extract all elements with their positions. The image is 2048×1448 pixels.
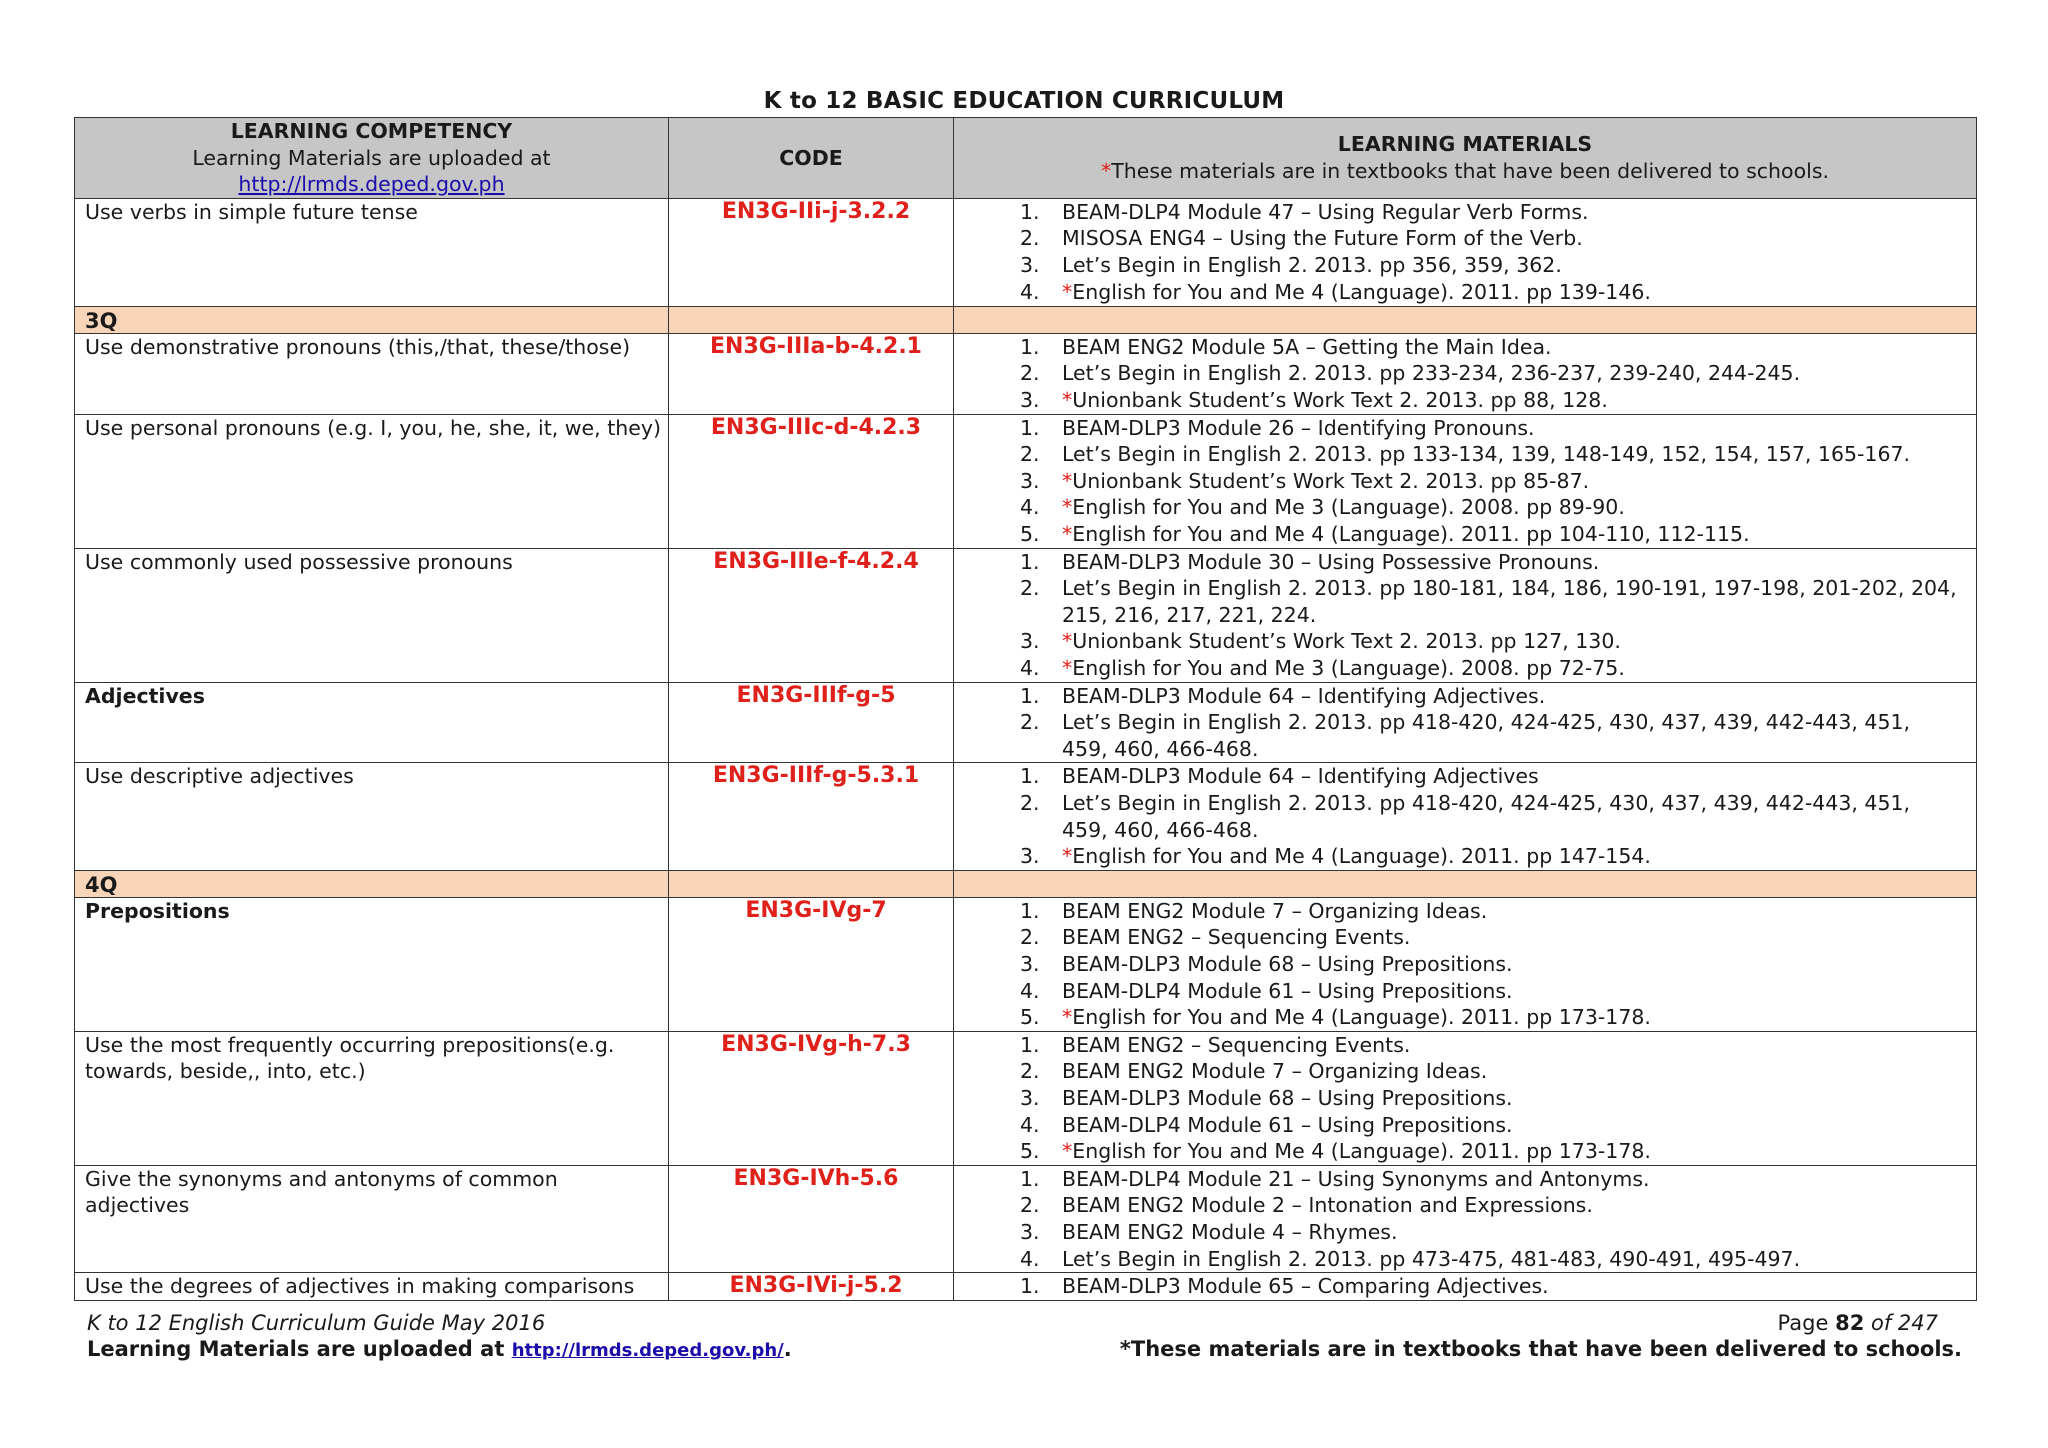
material-item: [964, 1004, 1976, 1031]
material-text: Let’s Begin in English 2. 2013. pp 418-420, 424-425, 430, 437, 439, 442-443, 451, 459, 460, 466-468.: [1062, 790, 1911, 842]
material-text: BEAM-DLP3 Module 30 – Using Possessive Pronouns.: [1062, 549, 1600, 574]
quarter-code-cell: [669, 306, 954, 333]
material-text: Let’s Begin in English 2. 2013. pp 133-134, 139, 148-149, 152, 154, 157, 165-167.: [1062, 442, 1911, 467]
material-item: [964, 468, 1976, 495]
material-text: BEAM ENG2 Module 7 – Organizing Ideas.: [1062, 898, 1488, 923]
material-number: 1.: [1020, 199, 1040, 224]
material-text: BEAM-DLP3 Module 64 – Identifying Adjectives.: [1062, 683, 1546, 708]
materials-list: [964, 199, 1976, 305]
material-text: MISOSA ENG4 – Using the Future Form of the Verb.: [1062, 226, 1583, 251]
lrmds-link[interactable]: http://lrmds.deped.gov.ph: [238, 172, 505, 197]
material-item: [964, 334, 1976, 361]
material-number: 1.: [1020, 1166, 1040, 1191]
material-number: 1.: [1020, 415, 1040, 440]
material-number: 2.: [1020, 226, 1040, 251]
material-text: English for You and Me 4 (Language). 2011. pp 104-110, 112-115.: [1072, 521, 1750, 546]
material-number: 1.: [1020, 1032, 1040, 1057]
material-text: Let’s Begin in English 2. 2013. pp 356, 359, 362.: [1062, 252, 1562, 277]
material-text: BEAM ENG2 Module 2 – Intonation and Expressions.: [1062, 1193, 1593, 1218]
quarter-materials-cell: [954, 870, 1977, 897]
material-item: [964, 549, 1976, 576]
competency-cell: Use the most frequently occurring prepositions(e.g. towards, beside,, into, etc.): [75, 1031, 669, 1165]
upload-period: .: [783, 1337, 792, 1361]
table-row: [75, 333, 1977, 414]
material-text: English for You and Me 3 (Language). 2008. pp 72-75.: [1072, 655, 1625, 680]
footer-lrmds-link[interactable]: http://lrmds.deped.gov.ph/: [511, 1340, 784, 1361]
page-title: K to 12 BASIC EDUCATION CURRICULUM: [763, 88, 1285, 114]
page-total: of 247: [1871, 1311, 1938, 1335]
footer-guide-title: K to 12 English Curriculum Guide May 2016: [87, 1311, 546, 1335]
material-number: 5.: [1020, 1139, 1040, 1164]
material-number: 1.: [1020, 549, 1040, 574]
materials-cell: [954, 1031, 1977, 1165]
material-item: [964, 951, 1976, 978]
material-text: BEAM ENG2 Module 7 – Organizing Ideas.: [1062, 1059, 1488, 1084]
material-text: English for You and Me 4 (Language). 2011. pp 139-146.: [1072, 279, 1651, 304]
material-item: [964, 279, 1976, 306]
asterisk-mark: *: [1100, 158, 1112, 183]
material-item: [964, 415, 1976, 442]
material-item: [964, 1058, 1976, 1085]
material-text: BEAM ENG2 Module 4 – Rhymes.: [1062, 1219, 1398, 1244]
quarter-label: 4Q: [75, 870, 669, 897]
materials-cell: [954, 198, 1977, 306]
material-text: BEAM-DLP3 Module 68 – Using Prepositions.: [1062, 951, 1513, 976]
material-text: BEAM-DLP3 Module 26 – Identifying Pronouns.: [1062, 415, 1535, 440]
table-header-row: [75, 118, 1977, 199]
material-item: [964, 1166, 1976, 1193]
table-row: [75, 1031, 1977, 1165]
material-text: Unionbank Student’s Work Text 2. 2013. pp 88, 128.: [1072, 387, 1608, 412]
materials-list: [964, 334, 1976, 414]
material-item: [964, 628, 1976, 655]
material-text: BEAM-DLP4 Module 61 – Using Prepositions.: [1062, 978, 1513, 1003]
competency-cell: Prepositions: [75, 897, 669, 1031]
materials-list: [964, 1166, 1976, 1272]
upload-text: Learning Materials are uploaded at: [87, 1337, 505, 1361]
code-cell: EN3G-IIi-j-3.2.2: [669, 198, 954, 306]
material-item: [964, 1273, 1976, 1300]
material-item: [964, 1219, 1976, 1246]
material-number: 3.: [1020, 629, 1040, 654]
table-row: [75, 548, 1977, 682]
material-number: 3.: [1020, 468, 1040, 493]
material-item: [964, 843, 1976, 870]
asterisk-mark: *: [1062, 279, 1073, 304]
material-text: Let’s Begin in English 2. 2013. pp 473-475, 481-483, 490-491, 495-497.: [1062, 1246, 1801, 1271]
table-row: [75, 763, 1977, 870]
code-cell: EN3G-IIIc-d-4.2.3: [669, 414, 954, 548]
competency-cell: Use commonly used possessive pronouns: [75, 548, 669, 682]
page-word: Page: [1777, 1311, 1829, 1335]
material-item: [964, 360, 1976, 387]
material-text: English for You and Me 4 (Language). 2011. pp 173-178.: [1072, 1005, 1651, 1030]
material-text: BEAM-DLP3 Module 68 – Using Prepositions.: [1062, 1085, 1513, 1110]
materials-cell: [954, 897, 1977, 1031]
material-item: [964, 924, 1976, 951]
materials-list: [964, 415, 1976, 548]
asterisk-mark: *: [1062, 844, 1073, 869]
material-text: Let’s Begin in English 2. 2013. pp 418-420, 424-425, 430, 437, 439, 442-443, 451, 459, 460, 466-468.: [1062, 710, 1911, 761]
material-number: 2.: [1020, 576, 1040, 601]
material-text: BEAM-DLP4 Module 61 – Using Prepositions.: [1062, 1112, 1513, 1137]
material-text: BEAM-DLP4 Module 21 – Using Synonyms and Antonyms.: [1062, 1166, 1650, 1191]
material-number: 2.: [1020, 925, 1040, 950]
table-row: [75, 198, 1977, 306]
materials-cell: [954, 682, 1977, 763]
material-number: 2.: [1020, 710, 1040, 735]
page-num: 82: [1835, 1311, 1865, 1335]
asterisk-mark: *: [1062, 521, 1073, 546]
asterisk-mark: *: [1062, 655, 1073, 680]
materials-header-note: These materials are in textbooks that have been delivered to schools.: [1111, 158, 1830, 183]
quarter-row: [75, 306, 1977, 333]
material-number: 4.: [1020, 978, 1040, 1003]
material-item: [964, 1085, 1976, 1112]
material-item: [964, 494, 1976, 521]
code-cell: EN3G-IVg-h-7.3: [669, 1031, 954, 1165]
material-item: [964, 709, 1976, 762]
quarter-row: [75, 870, 1977, 897]
material-number: 3.: [1020, 951, 1040, 976]
table-row: [75, 897, 1977, 1031]
material-item: [964, 387, 1976, 414]
materials-list: [964, 683, 1976, 763]
material-item: [964, 898, 1976, 925]
material-number: 2.: [1020, 1193, 1040, 1218]
competency-header-title: LEARNING COMPETENCY: [230, 119, 513, 143]
material-number: 1.: [1020, 1274, 1040, 1299]
materials-header-title: LEARNING MATERIALS: [1337, 132, 1593, 157]
code-cell: EN3G-IIIf-g-5.3.1: [669, 763, 954, 870]
material-number: 5.: [1020, 1005, 1040, 1030]
table-row: [75, 1273, 1977, 1301]
materials-cell: [954, 333, 1977, 414]
code-cell: EN3G-IVh-5.6: [669, 1165, 954, 1272]
material-text: BEAM ENG2 – Sequencing Events.: [1062, 1032, 1411, 1057]
material-item: [964, 1112, 1976, 1139]
quarter-label: 3Q: [75, 306, 669, 333]
competency-cell: Use personal pronouns (e.g. I, you, he, she, it, we, they): [75, 414, 669, 548]
code-cell: EN3G-IIIe-f-4.2.4: [669, 548, 954, 682]
code-cell: EN3G-IVi-j-5.2: [669, 1273, 954, 1301]
material-text: English for You and Me 4 (Language). 2011. pp 173-178.: [1072, 1139, 1651, 1164]
material-text: Unionbank Student’s Work Text 2. 2013. pp 85-87.: [1072, 468, 1590, 493]
material-item: [964, 575, 1976, 628]
material-number: 3.: [1020, 387, 1040, 412]
material-number: 1.: [1020, 334, 1040, 359]
material-text: BEAM ENG2 – Sequencing Events.: [1062, 925, 1411, 950]
competency-header-note: Learning Materials are uploaded at: [192, 145, 551, 170]
code-cell: EN3G-IIIa-b-4.2.1: [669, 333, 954, 414]
curriculum-table: [74, 117, 1977, 1301]
material-number: 3.: [1020, 844, 1040, 869]
material-item: [964, 978, 1976, 1005]
competency-cell: Use descriptive adjectives: [75, 763, 669, 870]
competency-header: [75, 118, 669, 199]
materials-cell: [954, 414, 1977, 548]
material-item: [964, 225, 1976, 252]
material-text: BEAM-DLP3 Module 65 – Comparing Adjectives.: [1062, 1274, 1549, 1299]
competency-cell: Use demonstrative pronouns (this,/that, these/those): [75, 333, 669, 414]
table-row: [75, 414, 1977, 548]
quarter-materials-cell: [954, 306, 1977, 333]
asterisk-mark: *: [1062, 1139, 1073, 1164]
footer-materials-note: *These materials are in textbooks that have been delivered to schools.: [1119, 1337, 1962, 1361]
material-text: BEAM ENG2 Module 5A – Getting the Main Idea.: [1062, 334, 1552, 359]
material-text: Let’s Begin in English 2. 2013. pp 180-181, 184, 186, 190-191, 197-198, 201-202, 204, 215, 216, 217, 221, 224.: [1062, 576, 1957, 627]
code-header-title: CODE: [779, 145, 843, 170]
material-number: 2.: [1020, 790, 1040, 815]
code-cell: EN3G-IIIf-g-5: [669, 682, 954, 763]
material-item: [964, 763, 1976, 790]
quarter-code-cell: [669, 870, 954, 897]
table-row: [75, 1165, 1977, 1272]
material-number: 4.: [1020, 1112, 1040, 1137]
competency-cell: Use the degrees of adjectives in making comparisons: [75, 1273, 669, 1301]
material-text: Let’s Begin in English 2. 2013. pp 233-234, 236-237, 239-240, 244-245.: [1062, 361, 1801, 386]
materials-list: [964, 1032, 1976, 1165]
material-number: 4.: [1020, 1246, 1040, 1271]
material-number: 1.: [1020, 683, 1040, 708]
footer-upload-note: [87, 1337, 792, 1361]
material-number: 1.: [1020, 898, 1040, 923]
material-text: English for You and Me 3 (Language). 2008. pp 89-90.: [1072, 495, 1625, 520]
material-item: [964, 683, 1976, 710]
material-number: 1.: [1020, 764, 1040, 789]
material-number: 4.: [1020, 495, 1040, 520]
material-item: [964, 199, 1976, 226]
page-number: [1778, 1311, 1938, 1335]
material-item: [964, 655, 1976, 682]
material-text: BEAM-DLP4 Module 47 – Using Regular Verb Forms.: [1062, 199, 1589, 224]
code-header: [669, 118, 954, 199]
materials-cell: [954, 548, 1977, 682]
material-number: 2.: [1020, 442, 1040, 467]
materials-list: [964, 763, 1976, 869]
material-number: 4.: [1020, 655, 1040, 680]
material-number: 4.: [1020, 279, 1040, 304]
asterisk-mark: *: [1062, 1005, 1073, 1030]
materials-list: [964, 1273, 1976, 1300]
material-text: English for You and Me 4 (Language). 2011. pp 147-154.: [1072, 844, 1651, 869]
material-number: 2.: [1020, 361, 1040, 386]
material-item: [964, 1138, 1976, 1165]
materials-list: [964, 549, 1976, 682]
materials-cell: [954, 1165, 1977, 1272]
material-item: [964, 790, 1976, 843]
material-number: 5.: [1020, 521, 1040, 546]
materials-list: [964, 898, 1976, 1031]
competency-cell: Use verbs in simple future tense: [75, 198, 669, 306]
material-number: 3.: [1020, 252, 1040, 277]
material-item: [964, 252, 1976, 279]
material-item: [964, 1246, 1976, 1273]
asterisk-mark: *: [1062, 495, 1073, 520]
material-item: [964, 521, 1976, 548]
material-text: BEAM-DLP3 Module 64 – Identifying Adjectives: [1062, 764, 1539, 789]
asterisk-mark: *: [1062, 468, 1073, 493]
material-item: [964, 1032, 1976, 1059]
materials-header: [954, 118, 1977, 199]
asterisk-mark: *: [1062, 629, 1073, 654]
material-number: 3.: [1020, 1085, 1040, 1110]
material-item: [964, 1192, 1976, 1219]
competency-cell: Adjectives: [75, 682, 669, 763]
material-number: 3.: [1020, 1219, 1040, 1244]
material-text: Unionbank Student’s Work Text 2. 2013. pp 127, 130.: [1072, 629, 1621, 654]
materials-cell: [954, 1273, 1977, 1301]
table-row: [75, 682, 1977, 763]
competency-cell: Give the synonyms and antonyms of common adjectives: [75, 1165, 669, 1272]
material-number: 2.: [1020, 1059, 1040, 1084]
asterisk-mark: *: [1062, 387, 1073, 412]
material-item: [964, 441, 1976, 468]
materials-cell: [954, 763, 1977, 870]
code-cell: EN3G-IVg-7: [669, 897, 954, 1031]
